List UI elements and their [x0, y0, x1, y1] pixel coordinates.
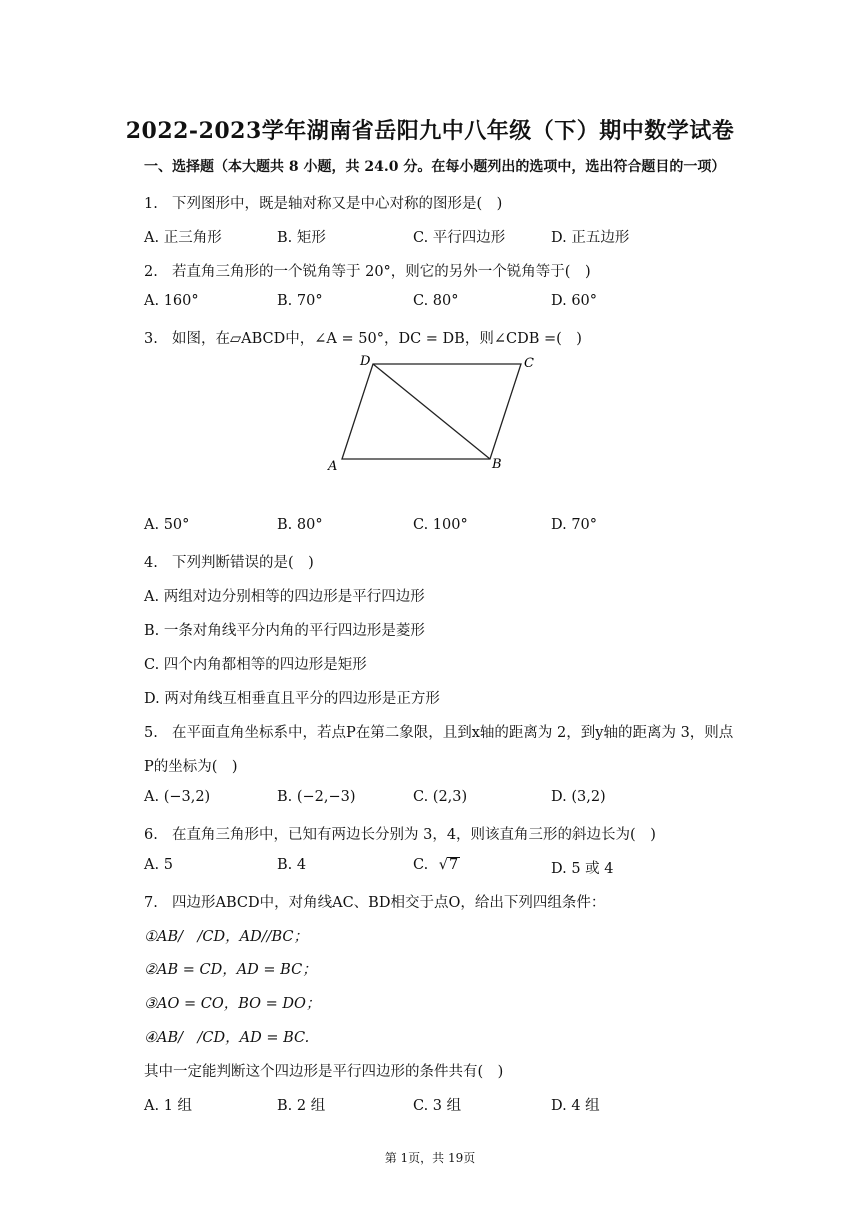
option-c: C. 80° [413, 293, 459, 309]
option-b: B. 4 [277, 857, 307, 873]
question-number: 5. [144, 725, 158, 741]
option-c: C. (2,3) [413, 789, 468, 805]
option-a: A. 正三角形 [144, 230, 222, 246]
option-c: C. 3 组 [413, 1098, 462, 1114]
page-title: 2022-2023学年湖南省岳阳九中八年级（下）期中数学试卷 [125, 118, 735, 144]
question-5 [144, 721, 733, 742]
condition-3: ③AO = CO，BO = DO； [144, 996, 321, 1012]
question-5-continuation: P的坐标为( ) [144, 759, 238, 775]
condition-2: ②AB = CD，AD = BC； [144, 962, 317, 978]
option-c: C. 四个内角都相等的四边形是矩形 [144, 657, 367, 673]
question-text: 在平面直角坐标系中，若点P在第二象限，且到x轴的距离为 2，到y轴的距离为 3，则点 [172, 725, 734, 741]
option-a: A. 50° [144, 517, 190, 533]
question-number: 1. [144, 196, 158, 212]
condition-4: ④AB/ /CD，AD = BC. [144, 1030, 310, 1046]
question-text: 下列判断错误的是( ) [172, 555, 314, 571]
question-text: 四边形ABCD中，对角线AC、BD相交于点O，给出下列四组条件： [172, 895, 606, 911]
option-a: A. 5 [144, 857, 173, 873]
question-number: 7. [144, 895, 158, 911]
diagonal-db [373, 364, 490, 459]
option-c [413, 857, 460, 873]
option-c: C. 平行四边形 [413, 230, 506, 246]
option-d: D. 正五边形 [551, 230, 630, 246]
question-text: 若直角三角形的一个锐角等于 20°，则它的另外一个锐角等于( ) [172, 264, 591, 280]
option-b: B. 70° [277, 293, 323, 309]
parallelogram-figure [320, 350, 550, 480]
option-c-label: C. [413, 857, 429, 873]
option-b: B. 2 组 [277, 1098, 326, 1114]
option-a: A. 两组对边分别相等的四边形是平行四边形 [144, 589, 425, 605]
question-number: 4. [144, 555, 158, 571]
question-3 [144, 327, 582, 348]
section-heading: 一、选择题（本大题共 8 小题，共 24.0 分。在每小题列出的选项中，选出符合题目的一项） [144, 159, 726, 175]
option-b: B. 80° [277, 517, 323, 533]
option-a: A. 1 组 [144, 1098, 193, 1114]
question-number: 3. [144, 331, 158, 347]
option-b: B. 矩形 [277, 230, 326, 246]
question-1 [144, 192, 502, 213]
question-6 [144, 823, 656, 844]
option-d: D. 5 或 4 [551, 861, 614, 877]
option-b: B. 一条对角线平分内角的平行四边形是菱形 [144, 623, 425, 639]
question-text: 如图，在▱ABCD中，∠A = 50°，DC = DB，则∠CDB =( ) [172, 331, 582, 347]
option-d: D. 两对角线互相垂直且平分的四边形是正方形 [144, 691, 440, 707]
question-2 [144, 260, 591, 281]
question-7 [144, 891, 605, 912]
option-b: B. (−2,−3) [277, 789, 356, 805]
label-d: D [360, 354, 371, 369]
condition-1: ①AB/ /CD，AD//BC； [144, 929, 309, 945]
question-4 [144, 551, 314, 572]
option-d: D. 4 组 [551, 1098, 600, 1114]
question-text: 下列图形中，既是轴对称又是中心对称的图形是( ) [172, 196, 503, 212]
option-a: A. (−3,2) [144, 789, 211, 805]
page-footer: 第 1页，共 19页 [384, 1151, 476, 1165]
option-d: D. (3,2) [551, 789, 606, 805]
label-a: A [328, 459, 338, 474]
question-number: 6. [144, 827, 158, 843]
option-c: C. 100° [413, 517, 468, 533]
label-c: C [524, 356, 534, 371]
label-b: B [492, 457, 502, 472]
question-text: 在直角三角形中，已知有两边长分别为 3，4，则该直角三形的斜边长为( ) [172, 827, 656, 843]
question-7-continuation: 其中一定能判断这个四边形是平行四边形的条件共有( ) [144, 1064, 504, 1080]
option-d: D. 60° [551, 293, 598, 309]
sqrt-icon: √ [438, 857, 449, 873]
question-number: 2. [144, 264, 158, 280]
option-a: A. 160° [144, 293, 199, 309]
sqrt-value: 7 [449, 857, 459, 873]
option-d: D. 70° [551, 517, 598, 533]
